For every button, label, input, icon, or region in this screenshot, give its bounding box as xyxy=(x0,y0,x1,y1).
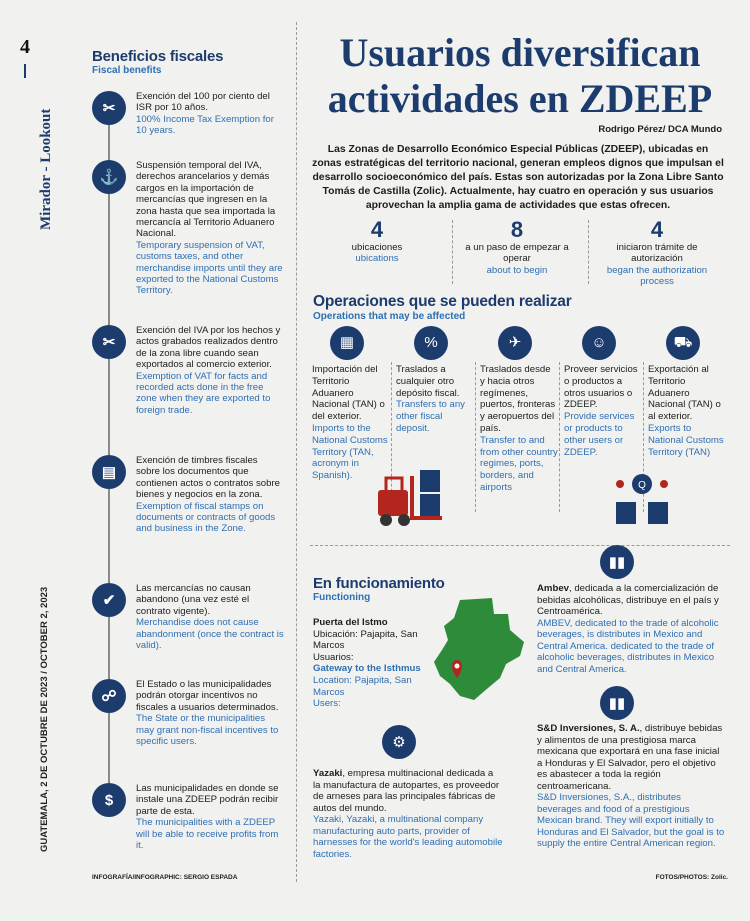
zone-users-es: Usuarios: xyxy=(313,651,354,663)
ambev-text-en: AMBEV, dedicated to the trade of alcoholic beverages, is distributes in Mexico and Central America. dedicated to the trade of alcoholic beverages, distributes in Mexico and Central America. xyxy=(537,617,719,675)
ambev-text-es: , dedicada a la comercialización de bebidas alcohólicas, distribuye en el país y Centroamérica. xyxy=(537,583,719,617)
operation-text-es: Exportación al Territorio Aduanero Nacional (TAN) o al exterior. xyxy=(648,364,721,423)
beverages-icon: ▮▮ xyxy=(600,686,634,720)
ambev-name: Ambev xyxy=(537,583,569,594)
intro-paragraph: Las Zonas de Desarrollo Económico Especial Públicas (ZDEEP), ubicadas en zonas estratégicas del territorio nacional, generan empleos dignos que impulsan el desarrollo socioeconómico del país. Estas son autorizadas por la Zona Libre Santo Tomás de Castilla (Zolic). Actualmente, hay cuatro en operación y sus usuarios aprovechan la amplia gama de actividades que estas ofrecen. xyxy=(312,144,724,211)
stat-block xyxy=(322,218,432,265)
operation-divider xyxy=(475,362,476,512)
operation-text-es: Traslados desde y hacia otros regímenes, puertos, fronteras y aeropuertos del país. xyxy=(480,364,556,434)
functioning-subtitle: Functioning xyxy=(313,592,371,603)
operation-text-en: Transfers to any other fiscal deposit. xyxy=(396,399,465,434)
products-illustration xyxy=(612,470,672,528)
bottles-icon: ▮▮ xyxy=(600,545,634,579)
zone-name: Puerta del Istmo xyxy=(313,617,388,628)
sd-entry xyxy=(537,723,727,850)
scissors-percent-icon: ✂ xyxy=(92,91,126,125)
stat-label-es: ubicaciones xyxy=(351,242,403,253)
zone-location-es: Ubicación: Pajapita, San Marcos xyxy=(313,628,418,652)
stat-divider xyxy=(452,220,453,284)
operation-text-es: Traslados a cualquier otro depósito fiscal. xyxy=(396,364,460,399)
operations-subtitle: Operations that may be affected xyxy=(313,311,466,322)
yazaki-text-en: Yazaki, Yazaki, a multinational company manufacturing auto parts, provider of harnesses for the world's leading automobile factories. xyxy=(313,814,503,860)
sd-text-en: S&D Inversiones, S.A., distributes beverages and food of a prestigious Mexican brand. They will export initially to Honduras and El Salvador, but the goal is to supply the entire Central American region. xyxy=(537,792,725,849)
document-export-icon: ▦ xyxy=(330,326,364,360)
benefit-text-es: Suspensión temporal del IVA, derechos arancelarios y demás cargos en la importación de mercancías que ingresen en la zona hasta que sea importada la mercancía al Territorio Aduanero Nacional. xyxy=(136,160,276,240)
zone-card xyxy=(313,617,433,710)
benefit-text-es: El Estado o las municipalidades podrán otorgar incentivos no fiscales a usuarios determinados. xyxy=(136,679,279,713)
sd-text-es: , distribuye bebidas y alimentos de una prestigiosa marca mexicana que exportará en una fase inicial a Honduras y El Salvador, pero el objetivo es abastecer a toda la región centroamericana. xyxy=(537,723,723,792)
svg-text:Q: Q xyxy=(638,480,646,491)
operation-text-en: Imports to the National Customs Territory (TAN, acronym in Spanish). xyxy=(312,422,388,482)
stat-number: 4 xyxy=(650,217,664,242)
sd-name: S&D Inversiones, S. A. xyxy=(537,723,640,734)
handshake-icon: ☍ xyxy=(92,679,126,713)
benefit-text-es: Las municipalidades en donde se instale una ZDEEP podrán recibir parte de esta. xyxy=(136,783,279,817)
hand-coin-icon: $ xyxy=(92,783,126,817)
operation-item xyxy=(312,326,390,482)
benefit-text-en: Exemption of VAT for facts and recorded acts done in the free zone when they are exported to foreign trade. xyxy=(136,370,271,416)
benefits-header xyxy=(92,48,282,76)
operation-text-es: Importación del Territorio Aduanero Nacional (TAN) o del exterior. xyxy=(312,364,385,423)
operation-item xyxy=(480,326,558,494)
people-network-icon: ☺ xyxy=(582,326,616,360)
benefit-text-en: 100% Income Tax Exemption for 10 years. xyxy=(136,113,274,137)
benefit-text-en: The State or the municipalities may grant non-fiscal incentives to specific users. xyxy=(136,713,279,748)
benefits-title: Beneficios fiscales xyxy=(92,48,224,65)
byline: Rodrigo Pérez/ DCA Mundo xyxy=(598,124,722,135)
infographic-credit: INFOGRAFÍA/INFOGRAPHIC: SERGIO ESPADA xyxy=(92,874,238,881)
zone-name-en: Gateway to the Isthmus xyxy=(313,663,421,675)
operation-text-en: Provide services or products to other users or ZDEEP. xyxy=(564,411,635,458)
benefit-text-es: Las mercancías no causan abandono (una vez esté el contrato vigente). xyxy=(136,583,251,617)
functioning-title: En funcionamiento xyxy=(313,575,445,592)
forklift-illustration xyxy=(372,468,444,530)
operation-text-en: Transfer to and from other country regimes, ports, borders, and airports xyxy=(480,434,558,493)
stat-label-es: a un paso de empezar a operar xyxy=(465,242,569,265)
benefit-text-es: Exención del IVA por los hechos y actos grabados realizados dentro de la zona libre cuando sean exportados al comercio exterior. xyxy=(136,325,281,371)
ambev-entry xyxy=(537,583,727,675)
benefit-text-en: The municipalities with a ZDEEP will be able to receive profits from it. xyxy=(136,817,279,852)
page-number: 4 xyxy=(20,36,30,58)
functioning-header xyxy=(313,575,445,603)
yazaki-entry xyxy=(313,768,503,860)
stat-number: 4 xyxy=(370,217,384,242)
section-name: Mirador - Lookout xyxy=(38,108,54,230)
yazaki-name: Yazaki xyxy=(313,768,343,779)
percent-arrows-icon: % xyxy=(414,326,448,360)
scissors-percent-icon: ✂ xyxy=(92,325,126,359)
stat-block xyxy=(462,218,572,276)
headline: Usuarios diversifican actividades en ZDEEP xyxy=(327,30,713,121)
benefit-text-en: Exemption of fiscal stamps on documents or contracts of goods and business in the Zone. xyxy=(136,500,276,535)
benefit-text-en: Merchandise does not cause abandonment (once the contract is valid). xyxy=(136,617,284,652)
stamp-document-icon: ▤ xyxy=(92,455,126,489)
stat-divider xyxy=(588,220,589,284)
stat-label-en: ubications xyxy=(355,253,399,265)
stat-number: 8 xyxy=(510,217,524,242)
section-divider xyxy=(310,545,730,546)
yazaki-text-es: , empresa multinacional dedicada a la manufactura de autopartes, es proveedor de arneses para las principales fábricas de autos del mundo. xyxy=(313,768,500,814)
benefit-text-en: Temporary suspension of VAT, customs taxes, and other merchandise imports until they are exported to the National Customs Territory. xyxy=(136,239,283,297)
benefit-text-es: Exención de timbres fiscales sobre los documentos que contienen actos o contratos sobre bienes y negocios en la zona. xyxy=(136,455,280,501)
ship-cargo-icon: ⚓ xyxy=(92,160,126,194)
truck-icon: ⛟ xyxy=(666,326,700,360)
zone-users-en: Users: xyxy=(313,698,341,710)
operation-text-es: Proveer servicios o productos a otros usuarios o ZDEEP. xyxy=(564,364,638,411)
rail-accent xyxy=(24,64,26,78)
airplane-port-icon: ✈ xyxy=(498,326,532,360)
operation-item xyxy=(396,326,474,435)
zone-location-en: Location: Pajapita, San Marcos xyxy=(313,674,412,698)
stat-label-en: about to begin xyxy=(486,264,548,276)
auto-parts-icon: ⚙ xyxy=(382,725,416,759)
column-divider xyxy=(296,22,297,882)
operation-divider xyxy=(559,362,560,512)
dateline: GUATEMALA, 2 DE OCTUBRE DE 2023 / OCTOBER 2, 2023 xyxy=(39,586,50,852)
operation-text-en: Exports to National Customs Territory (TAN) xyxy=(648,422,724,458)
operations-title: Operaciones que se pueden realizar xyxy=(313,293,572,310)
benefits-subtitle: Fiscal benefits xyxy=(92,65,162,76)
box-check-icon: ✔ xyxy=(92,583,126,617)
benefit-text-es: Exención del 100 por ciento del ISR por 10 años. xyxy=(136,91,270,114)
stat-label-es: iniciaron trámite de autorización xyxy=(616,242,698,265)
photo-credit: FOTOS/PHOTOS: Zolic. xyxy=(655,874,728,881)
operation-item xyxy=(648,326,726,458)
operations-header xyxy=(313,293,572,322)
stat-block xyxy=(602,218,712,288)
stat-label-en: began the authorization process xyxy=(606,264,708,288)
guatemala-map xyxy=(430,592,530,710)
operation-item xyxy=(564,326,642,458)
